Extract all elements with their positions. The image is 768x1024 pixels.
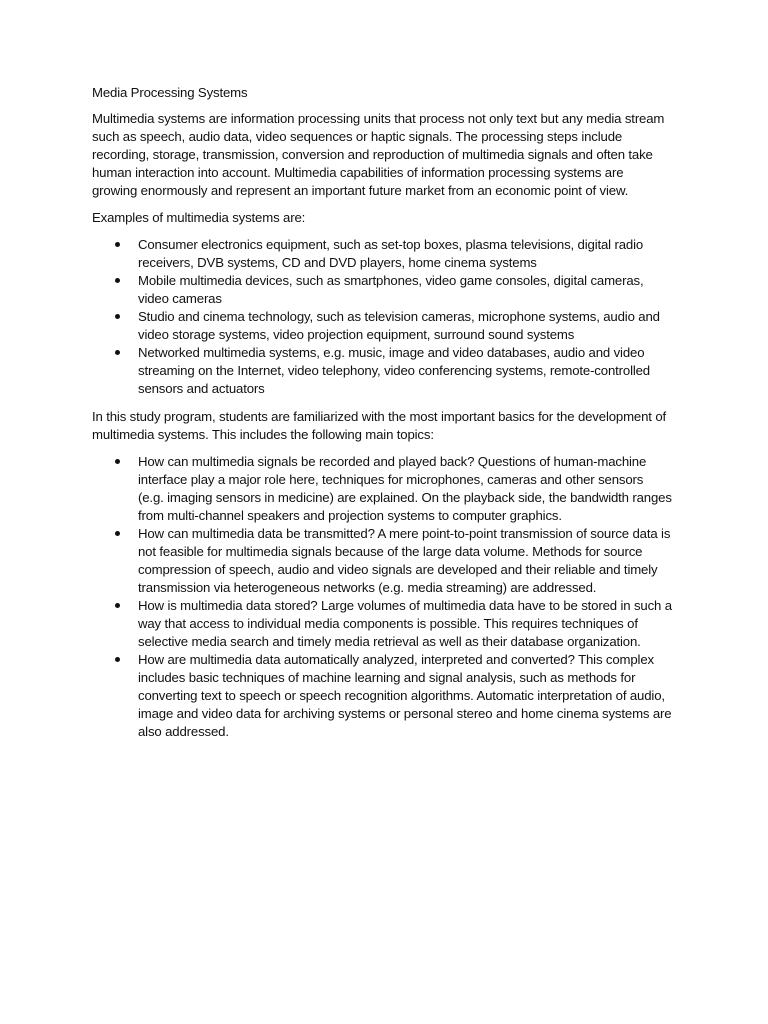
list-item-text: Studio and cinema technology, such as television cameras, microphone systems, audio and video storage systems, video projection equipment, surround sound systems: [138, 309, 660, 342]
bullet-icon: [115, 603, 120, 608]
list-item: [92, 597, 672, 651]
list-item-text: Networked multimedia systems, e.g. music, image and video databases, audio and video streaming on the Internet, video telephony, video conferencing systems, remote-controlled sensors and actuators: [138, 345, 650, 396]
bullet-icon: [115, 314, 120, 319]
bullet-icon: [115, 350, 120, 355]
document-title: Media Processing Systems: [92, 85, 248, 100]
list-item: [92, 308, 672, 344]
list-item: [92, 453, 672, 525]
list-item-text: How is multimedia data stored? Large volumes of multimedia data have to be stored in such a way that access to individual media components is possible. This requires techniques of selective media search and timely media retrieval as well as their database organization.: [138, 598, 672, 649]
examples-list: [92, 236, 672, 398]
document-body: [92, 84, 672, 751]
bullet-icon: [115, 242, 120, 247]
list-item: [92, 236, 672, 272]
bullet-icon: [115, 278, 120, 283]
list-item-text: How are multimedia data automatically analyzed, interpreted and converted? This complex includes basic techniques of machine learning and signal analysis, such as methods for converting text to speech or speech recognition algorithms. Automatic interpretation of audio, image and video data for archiving systems or personal stereo and home cinema systems are also addressed.: [138, 652, 672, 739]
list-item: [92, 525, 672, 597]
bullet-icon: [115, 459, 120, 464]
list-item-text: Mobile multimedia devices, such as smartphones, video game consoles, digital cameras, video cameras: [138, 273, 644, 306]
list-item: [92, 272, 672, 308]
list-item-text: How can multimedia data be transmitted? A mere point-to-point transmission of source data is not feasible for multimedia signals because of the large data volume. Methods for source compression of speech, audio and video signals are developed and their reliable and timely transmission via heterogeneous networks (e.g. media streaming) are addressed.: [138, 526, 671, 595]
list-item-text: How can multimedia signals be recorded and played back? Questions of human-machine interface play a major role here, techniques for microphones, cameras and other sensors (e.g. imaging sensors in medicine) are explained. On the playback side, the bandwidth ranges from multi-channel speakers and projection systems to computer graphics.: [138, 454, 672, 523]
bullet-icon: [115, 657, 120, 662]
examples-heading: Examples of multimedia systems are:: [92, 210, 306, 225]
bullet-icon: [115, 531, 120, 536]
program-intro-paragraph: In this study program, students are familiarized with the most important basics for the development of multimedia systems. This includes the following main topics:: [92, 409, 667, 442]
list-item-text: Consumer electronics equipment, such as set-top boxes, plasma televisions, digital radio receivers, DVB systems, CD and DVD players, home cinema systems: [138, 237, 644, 270]
list-item: [92, 344, 672, 398]
list-item: [92, 651, 672, 741]
topics-list: [92, 453, 672, 741]
intro-paragraph: Multimedia systems are information processing units that process not only text but any media stream such as speech, audio data, video sequences or haptic signals. The processing steps include recording, storage, transmission, conversion and reproduction of multimedia signals and often take human interaction into account. Multimedia capabilities of information processing systems are growing enormously and represent an important future market from an economic point of view.: [92, 111, 665, 198]
